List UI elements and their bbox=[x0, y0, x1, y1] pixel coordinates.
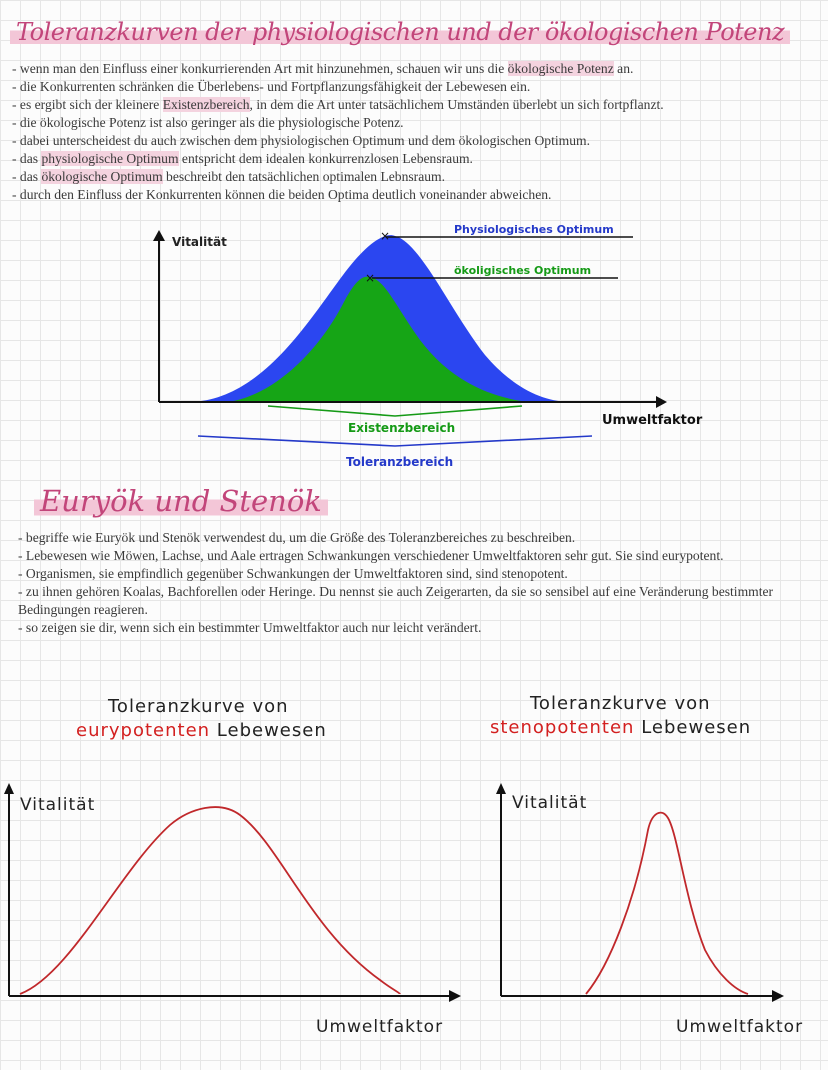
potency-diagram bbox=[0, 215, 828, 477]
steno-chart-title bbox=[490, 693, 752, 738]
note-text: - das bbox=[12, 151, 42, 166]
eury-title-rest: Lebewesen bbox=[216, 720, 327, 741]
note-item bbox=[12, 132, 818, 150]
toleranzbereich-bracket bbox=[198, 436, 592, 446]
steno-y-label: Vitalität bbox=[512, 793, 588, 813]
note-text: - durch den Einfluss der Konkurrenten können die beiden Optima deutlich voneinander abweichen. bbox=[12, 187, 552, 202]
physio-optimum-cross-icon: × bbox=[380, 229, 391, 243]
note-text: - das bbox=[12, 169, 42, 184]
eurypotent-chart bbox=[0, 775, 470, 1065]
note-text: , in dem die Art unter tatsächlichem Umständen überlebt un sich fortpflanzt. bbox=[249, 97, 664, 112]
note-text: an. bbox=[613, 61, 634, 76]
toleranzbereich-label: Toleranzbereich bbox=[346, 455, 454, 469]
steno-x-arrow-icon bbox=[772, 990, 784, 1002]
existenzbereich-bracket bbox=[268, 406, 522, 416]
note-text: - die Konkurrenten schränken die Überlebens- und Fortpflanzungsfähigkeit der Lebewesen ein. bbox=[12, 79, 531, 94]
highlighted-term: ökologische Potenz bbox=[507, 61, 614, 76]
y-axis-arrow-icon bbox=[153, 230, 165, 241]
highlighted-term: Existenzbereich bbox=[162, 97, 250, 112]
steno-x-label: Umweltfaktor bbox=[676, 1017, 804, 1037]
note-item: - Organismen, sie empfindlich gegenüber Schwankungen der Umweltfaktoren sind, sind stenopotent. bbox=[18, 566, 568, 581]
stenopotent-curve bbox=[586, 813, 748, 994]
note-item: - so zeigen sie dir, wenn sich ein bestimmter Umweltfaktor auch nur leicht verändert. bbox=[18, 620, 482, 635]
oeko-optimum-cross-icon: × bbox=[365, 271, 376, 285]
x-axis-arrow-icon bbox=[656, 396, 667, 408]
notes-list-euryoek bbox=[18, 529, 804, 637]
note-item bbox=[12, 168, 818, 186]
existenzbereich-label: Existenzbereich bbox=[348, 421, 456, 435]
steno-title-rest: Lebewesen bbox=[641, 717, 752, 738]
steno-y-arrow-icon bbox=[496, 783, 506, 794]
steno-title-line1: Toleranzkurve von bbox=[530, 693, 711, 714]
note-item bbox=[12, 114, 818, 132]
physio-optimum-label: Physiologisches Optimum bbox=[454, 223, 614, 236]
section-heading-toleranzkurven: Toleranzkurven der physiologischen und der ökologischen Potenz bbox=[10, 18, 790, 46]
note-text: - die ökologische Potenz ist also geringer als die physiologische Potenz. bbox=[12, 115, 404, 130]
note-text: beschreibt den tatsächlichen optimalen Lebnsraum. bbox=[162, 169, 446, 184]
note-item: - begriffe wie Euryök und Stenök verwendest du, um die Größe des Toleranzbereiches zu beschreiben. bbox=[18, 530, 576, 545]
note-item bbox=[12, 150, 818, 168]
steno-title-red: stenopotenten bbox=[490, 717, 635, 738]
note-item: - zu ihnen gehören Koalas, Bachforellen oder Heringe. Du nennst sie auch Zeigerarten, da sie so sensibel auf eine Veränderung bestimmter Bedingungen reagieren. bbox=[18, 584, 774, 617]
diagram1-x-label: Umweltfaktor bbox=[602, 413, 703, 428]
notes-list-potenz bbox=[12, 60, 818, 204]
highlighted-term: physiologische Optimum bbox=[41, 151, 179, 166]
eury-chart-title bbox=[76, 696, 327, 741]
eurypotent-curve bbox=[20, 807, 400, 994]
eury-y-label: Vitalität bbox=[20, 795, 96, 815]
note-text: - dabei unterscheidest du auch zwischen dem physiologischen Optimum und dem ökologischen Optimum. bbox=[12, 133, 590, 148]
note-item bbox=[12, 78, 818, 96]
section-heading-euryoek-stenoek: Euryök und Stenök bbox=[34, 484, 328, 518]
eury-title-line2 bbox=[76, 720, 327, 741]
note-item bbox=[12, 186, 818, 204]
oeko-optimum-label: ökoligisches Optimum bbox=[454, 264, 592, 277]
note-text: entspricht dem idealen konkurrenzlosen Lebensraum. bbox=[178, 151, 473, 166]
diagram1-y-label: Vitalität bbox=[172, 235, 227, 249]
highlighted-term: ökologische Optimum bbox=[41, 169, 163, 184]
note-text: - wenn man den Einfluss einer konkurrierenden Art mit hinzunehmen, schauen wir uns die bbox=[12, 61, 508, 76]
eury-title-line1: Toleranzkurve von bbox=[108, 696, 289, 717]
eury-x-label: Umweltfaktor bbox=[316, 1017, 444, 1037]
stenopotent-chart bbox=[480, 775, 828, 1065]
eury-title-red: eurypotenten bbox=[76, 720, 211, 741]
note-item bbox=[12, 96, 818, 114]
steno-title-line2 bbox=[490, 717, 751, 738]
eury-x-arrow-icon bbox=[449, 990, 461, 1002]
note-text: - es ergibt sich der kleinere bbox=[12, 97, 163, 112]
eury-y-arrow-icon bbox=[4, 783, 14, 794]
note-item: - Lebewesen wie Möwen, Lachse, und Aale ertragen Schwankungen verschiedener Umweltfaktoren sehr gut. Sie sind eurypotent. bbox=[18, 548, 724, 563]
note-item bbox=[12, 60, 818, 78]
